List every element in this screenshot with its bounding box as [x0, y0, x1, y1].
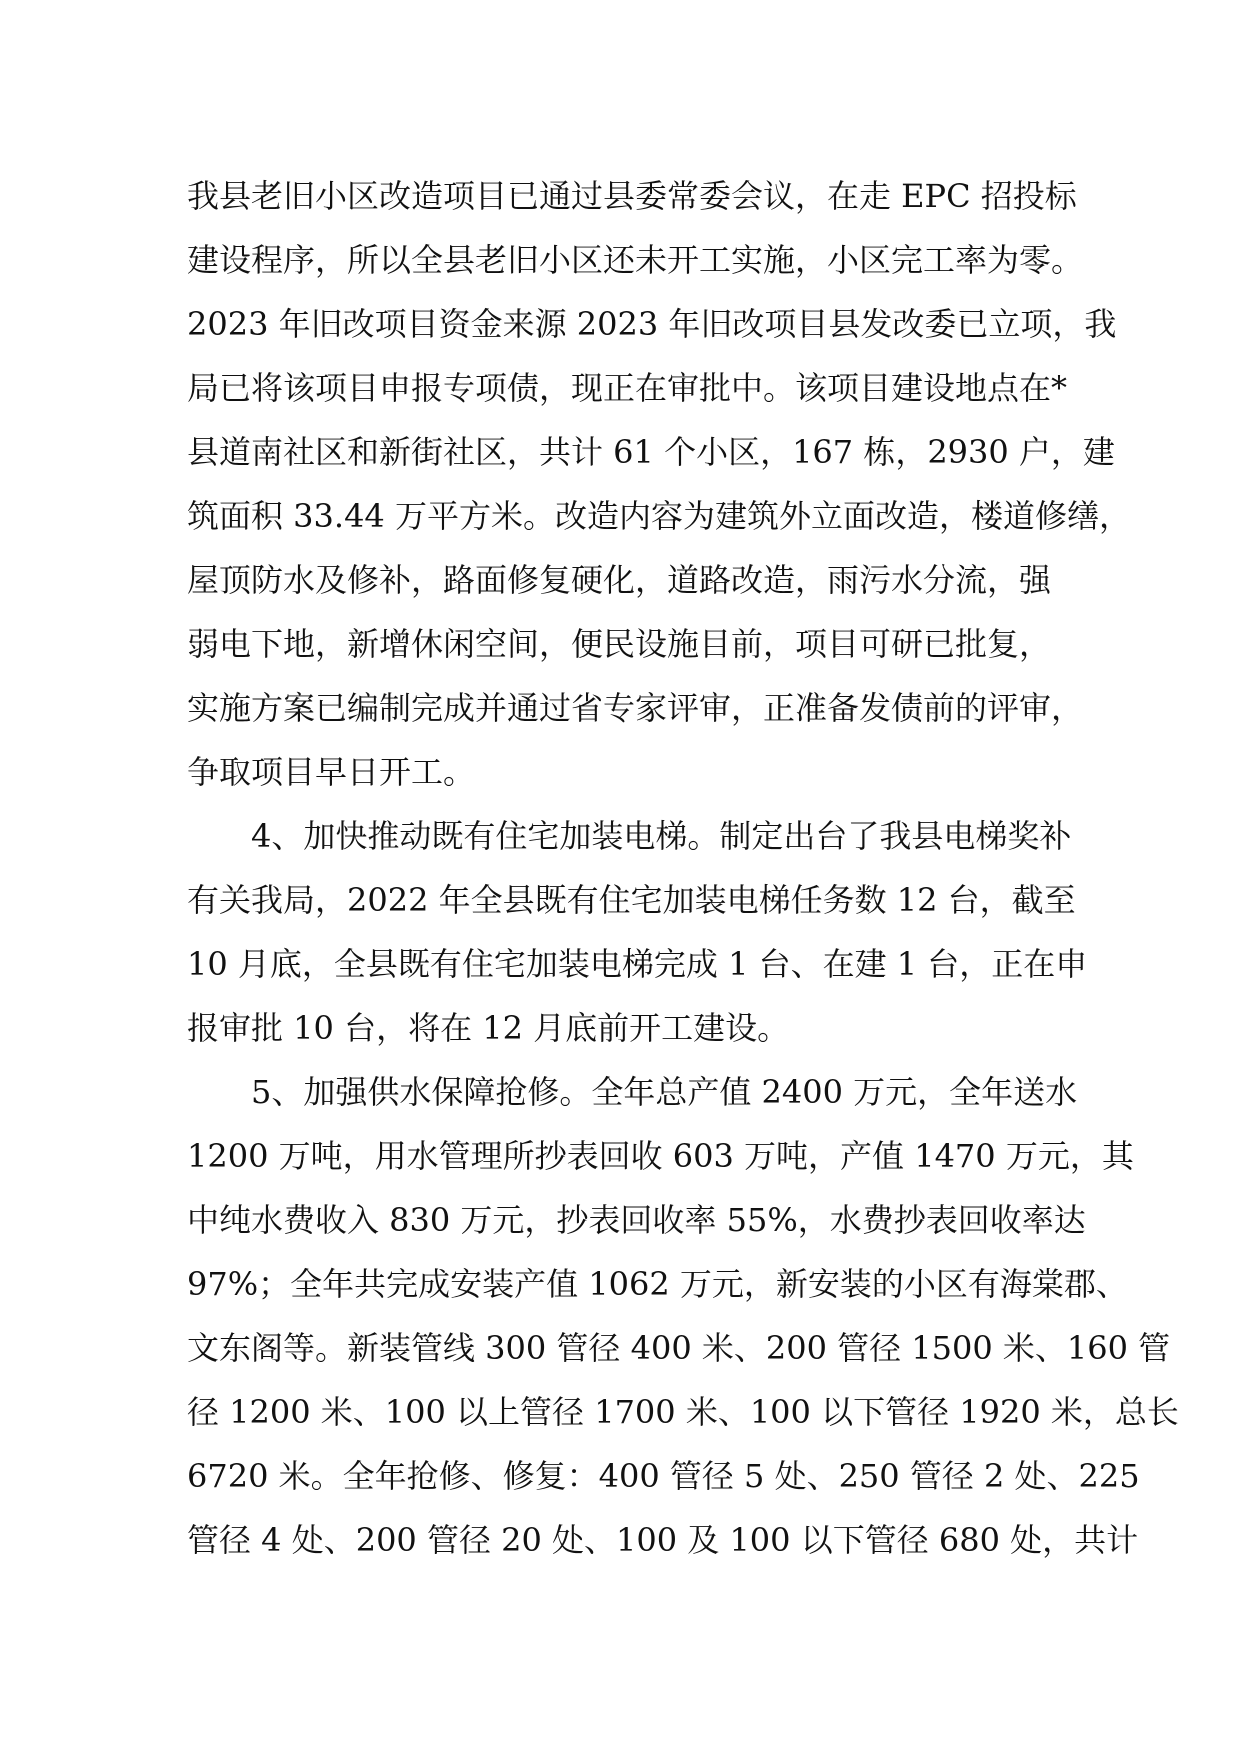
paragraph-first-line: 5、加强供水保障抢修。全年总产值 2400 万元，全年送水	[251, 1073, 1078, 1111]
paragraph-first-line: 4、加快推动既有住宅加装电梯。制定出台了我县电梯奖补	[251, 817, 1072, 855]
text-line: 10 月底，全县既有住宅加装电梯完成 1 台、在建 1 台，正在申	[187, 945, 1088, 983]
text-line: 我县老旧小区改造项目已通过县委常委会议，在走 EPC 招投标	[187, 177, 1077, 215]
text-line: 文东阁等。新装管线 300 管径 400 米、200 管径 1500 米、160 管	[187, 1329, 1171, 1367]
text-line: 管径 4 处、200 管径 20 处、100 及 100 以下管径 680 处，共计	[187, 1521, 1139, 1559]
text-line: 弱电下地，新增休闲空间，便民设施目前，项目可研已批复，	[187, 625, 1052, 663]
text-line: 争取项目早日开工。	[187, 753, 476, 791]
text-line: 屋顶防水及修补，路面修复硬化，道路改造，雨污水分流，强	[187, 561, 1052, 599]
text-line: 中纯水费收入 830 万元，抄表回收率 55%，水费抄表回收率达	[187, 1201, 1086, 1239]
text-line: 筑面积 33.44 万平方米。改造内容为建筑外立面改造，楼道修缮，	[187, 497, 1131, 535]
text-line: 6720 米。全年抢修、修复：400 管径 5 处、250 管径 2 处、225	[187, 1457, 1140, 1495]
text-line: 报审批 10 台，将在 12 月底前开工建设。	[187, 1009, 790, 1047]
text-line: 97%；全年共完成安装产值 1062 万元，新安装的小区有海棠郡、	[187, 1265, 1128, 1303]
text-line: 实施方案已编制完成并通过省专家评审，正准备发债前的评审，	[187, 689, 1084, 727]
text-line: 县道南社区和新街社区，共计 61 个小区，167 栋，2930 户，建	[187, 433, 1115, 471]
text-line: 径 1200 米、100 以上管径 1700 米、100 以下管径 1920 米，总长	[187, 1393, 1179, 1431]
text-line: 有关我局，2022 年全县既有住宅加装电梯任务数 12 台，截至	[187, 881, 1076, 919]
text-line: 2023 年旧改项目资金来源 2023 年旧改项目县发改委已立项，我	[187, 305, 1117, 343]
text-line: 局已将该项目申报专项债，现正在审批中。该项目建设地点在*	[187, 369, 1068, 407]
text-line: 建设程序，所以全县老旧小区还未开工实施，小区完工率为零。	[187, 241, 1084, 279]
text-line: 1200 万吨，用水管理所抄表回收 603 万吨，产值 1470 万元，其	[187, 1137, 1134, 1175]
